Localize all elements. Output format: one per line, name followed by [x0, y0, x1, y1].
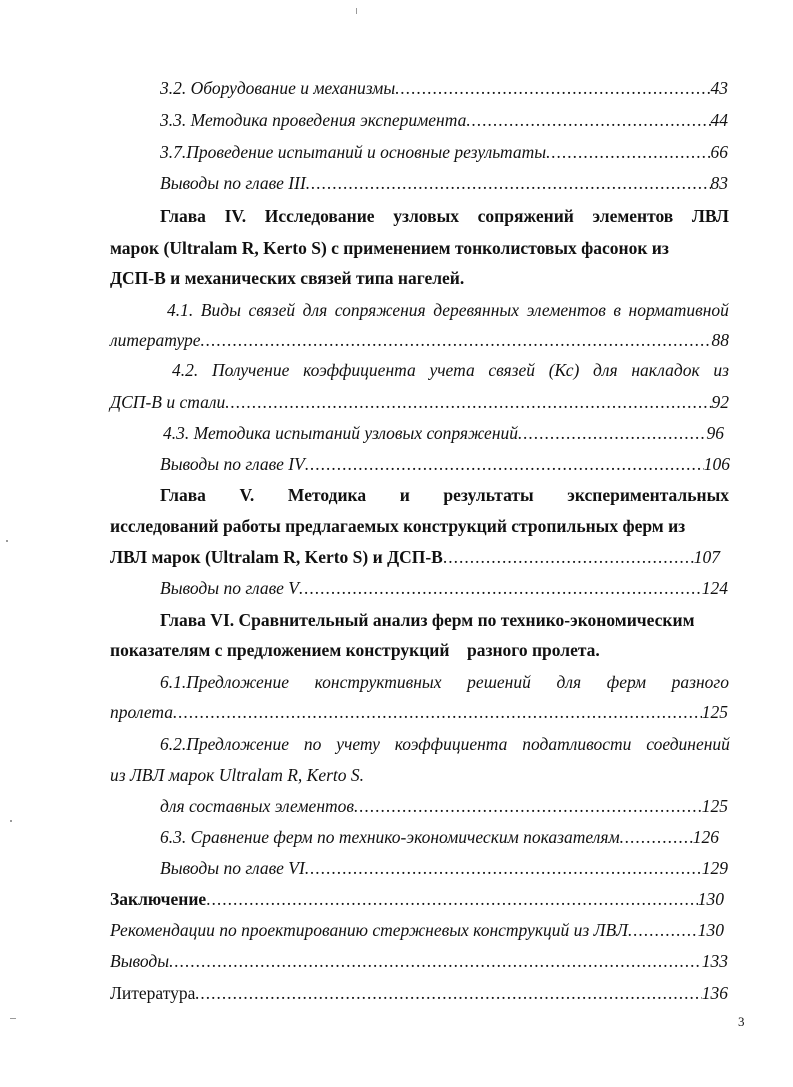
toc-conclusions-ch4: Выводы по главе IV ..... 106 — [160, 452, 730, 476]
toc-entry-4-2-line-2: ДСП-В и стали ..... 92 — [110, 390, 729, 414]
toc-entry-3-3: 3.3. Методика проведения эксперимента ..... 44 — [160, 108, 728, 132]
toc-entry-4-1-line-2: литературе ..... 88 — [110, 328, 729, 352]
toc-conclusions-ch6: Выводы по главе VI ..... 129 — [160, 856, 728, 880]
toc-entry-6-2-line-3: для составных элементов ..... 125 — [160, 794, 728, 818]
chapter-4-heading-line-3: ДСП-В и механических связей типа нагелей. — [110, 268, 465, 288]
toc-entry-6-2-line-2: из ЛВЛ марок Ultralam R, Kerto S. — [110, 765, 365, 785]
chapter-4-heading-line-2: марок (Ultralam R, Kerto S) с применением тонколистовых фасонок из — [110, 238, 669, 258]
toc-conclusion: Заключение ..... 130 — [110, 887, 724, 911]
toc-literature: Литература ..... 136 — [110, 981, 728, 1005]
chapter-5-heading-line-3: ЛВЛ марок (Ultralam R, Kerto S) и ДСП-В ..... 107 — [110, 545, 720, 569]
scan-mark-left-2 — [10, 820, 12, 822]
chapter-5-heading-line-2: исследований работы предлагаемых конструкций стропильных ферм из — [110, 516, 686, 536]
toc-entry-4-2-line-1: 4.2. Получение коэффициента учета связей (Кс) для накладок из — [172, 360, 729, 380]
toc-entry-4-3: 4.3. Методика испытаний узловых сопряжений ..... 96 — [163, 421, 724, 445]
toc-recommendations: Рекомендации по проектированию стержневых конструкций из ЛВЛ ..... 130 — [110, 918, 724, 942]
toc-entry-6-3: 6.3. Сравнение ферм по технико-экономическим показателям ..... 126 — [160, 825, 719, 849]
scan-mark-left-3 — [10, 1018, 16, 1019]
toc-conclusions-ch5: Выводы по главе V ..... 124 — [160, 576, 728, 600]
toc-entry-6-2-line-1: 6.2.Предложение по учету коэффициента податливости соединений — [160, 734, 730, 754]
scan-mark-left — [6, 540, 8, 542]
toc-conclusions-ch3: Выводы по главе III ..... 83 — [160, 171, 728, 195]
toc-entry-4-1-line-1: 4.1. Виды связей для сопряжения деревянных элементов в нормативной — [167, 300, 729, 320]
toc-entry-6-1-line-2: пролета ..... 125 — [110, 700, 728, 724]
toc-entry-6-1-line-1: 6.1.Предложение конструктивных решений для ферм разного — [160, 672, 729, 692]
chapter-6-heading-line-2: показателям с предложением конструкций разного пролета. — [110, 640, 600, 660]
page-number: 3 — [738, 1014, 745, 1029]
toc-entry-3-2: 3.2. Оборудование и механизмы ..... 43 — [160, 76, 728, 100]
toc-findings: Выводы ..... 133 — [110, 949, 728, 973]
scan-mark-top — [356, 8, 357, 14]
chapter-5-heading-line-1: Глава V. Методика и результаты экспериментальных — [160, 485, 729, 505]
toc-entry-3-7: 3.7.Проведение испытаний и основные результаты ..... 66 — [160, 140, 728, 164]
chapter-4-heading-line-1: Глава IV. Исследование узловых сопряжений элементов ЛВЛ — [160, 206, 729, 226]
chapter-6-heading-line-1: Глава VI. Сравнительный анализ ферм по технико-экономическим — [160, 610, 695, 630]
